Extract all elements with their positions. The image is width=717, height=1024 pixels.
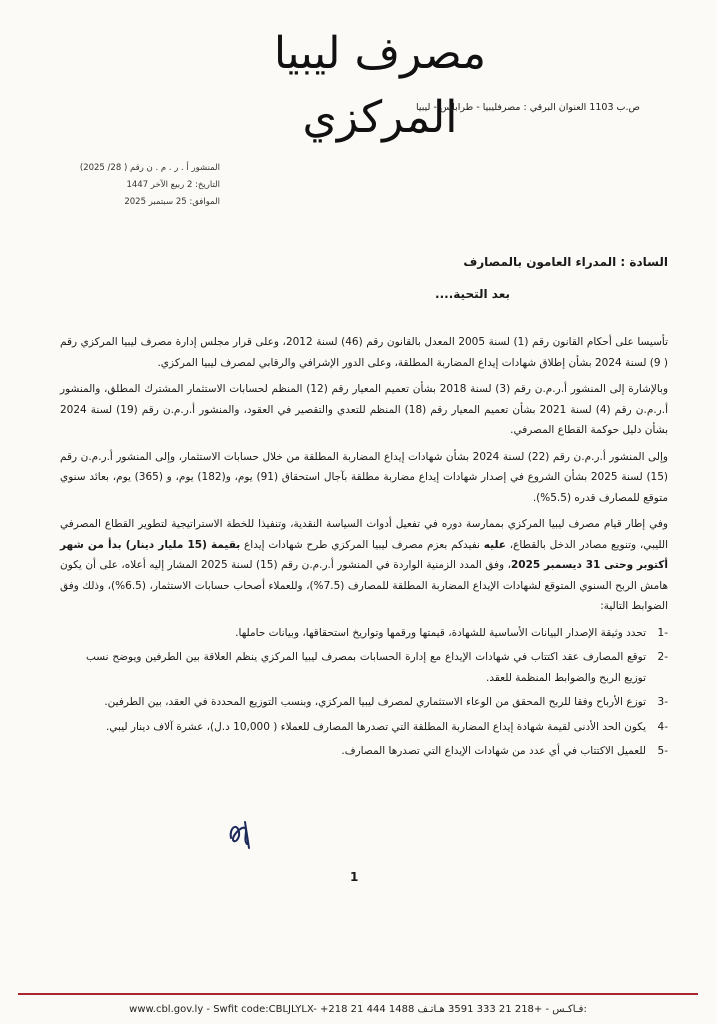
p4-part-e: ، وفق المدد الزمنية الواردة في المنشور أ.ر.م.ن رقم (15) لسنة 2025 المشار إليه أعلاه، على أن يكون هامش الربح السنوي المتوقع لشهادات الإيداع المضاربة المطلقة للمصارف (7.5%)، وللعملاء أصحاب حسابات الاستثمار، (6.5%)، وذلك وفق الضوابط التالية:	[60, 559, 669, 612]
item-number: -2	[657, 651, 668, 663]
addressee: السادة : المدراء العامون بالمصارف	[463, 255, 668, 269]
list-item	[86, 741, 668, 762]
greeting: بعد التحية....	[435, 287, 510, 301]
paragraph-4	[60, 514, 668, 617]
footer-contact: www.cbl.gov.ly - Swfit code:CBLJLYLX- +218 21 444 1488 فـاكـس - +218 21 333 3591 هـاتـف:	[129, 1004, 587, 1015]
paragraph-3: وإلى المنشور أ.ر.م.ن رقم (22) لسنة 2024 بشأن شهادات إيداع المضاربة المطلقة من خلال حسابات الاستثمار، وإلى المنشور أ.ر.م.ن رقم (15) لسنة 2025 بشأن الشروع في إصدار شهادات إيداع مضاربة مطلقة بآجال استحقاق (91) يوم، و(182) يوم، و (365) يوم، بعائد سنوي متوقع للمصارف قدره (5.5%).	[60, 450, 669, 504]
paragraph-2: وبالإشارة إلى المنشور أ.ر.م.ن رقم (3) لسنة 2018 بشأن تعميم المعيار رقم (12) المنظم لحسابات الاستثمار المشترك المطلق، والمنشور أ.ر.م.ن رقم (4) لسنة 2021 بشأن تعميم المعيار رقم (18) المنظم للتعدي والتقصير في العقود، والمنشور أ.ر.م.ن رقم (19) لسنة 2024 بشأن دليل حوكمة القطاع المصرفي.	[60, 383, 669, 436]
item-number: -3	[657, 696, 668, 708]
list-item	[86, 647, 668, 688]
footer-divider	[18, 993, 698, 995]
p4-part-d: بقيمة (15 مليار دينار) بدأ من شهر أكتوبر وحتى 31 ديسمبر 2025	[60, 538, 668, 571]
paragraph-1: تأسيسا على أحكام القانون رقم (1) لسنة 2005 المعدل بالقانون رقم (46) لسنة 2012، وعلى قرار مجلس إدارة مصرف ليبيا المركزي رقم ( 9) لسنة 2024 بشأن إطلاق شهادات إيداع المضاربة المطلقة، وعلى الدور الإشرافي والرقابي لمصرف ليبيا المركزي.	[60, 336, 669, 369]
p4-part-c: نفيدكم بعزم مصرف ليبيا المركزي طرح شهادات إيداع	[240, 538, 484, 551]
item-text: توقع المصارف عقد اكتتاب في شهادات الإيداع مع إدارة الحسابات بمصرف ليبيا المركزي ينظم العلاقة بين الطرفين ويوضح نسب توزيع الربح والضوابط المنظمة للعقد.	[86, 651, 646, 684]
item-text: تحدد وثيقة الإصدار البيانات الأساسية للشهادة، قيمتها ورقمها وتواريخ استحقاقها، وبيانات حاملها.	[235, 626, 646, 639]
p4-part-a: وفي إطار قيام مصرف ليبيا المركزي بممارسة دوره في تفعيل أدوات السياسة النقدية، وتنفيذا للخطة الاستراتيجية لتطوير القطاع المصرفي الليبي، وتنويع مصادر الدخل بالقطاع،	[60, 518, 668, 551]
hijri-date: التاريخ: 2 ربيع الآخر 1447	[126, 180, 220, 190]
gregorian-date: الموافق: 25 سبتمبر 2025	[124, 197, 220, 207]
conditions-list	[60, 623, 668, 762]
item-number: -4	[657, 720, 668, 733]
central-bank-logo: مصرف ليبيا المركزي	[273, 28, 487, 143]
p4-part-b: عليه	[483, 538, 506, 551]
list-item	[86, 692, 668, 713]
circular-number: المنشور أ . ر . م . ن رقم ( 28/ 2025)	[79, 163, 220, 173]
item-number: -1	[657, 626, 668, 639]
item-text: للعميل الاكتتاب في أي عدد من شهادات الإيداع التي تصدرها المصارف.	[341, 745, 646, 757]
page-number: 1	[350, 870, 359, 884]
circular-meta	[60, 160, 220, 211]
item-text: توزع الأرباح وفقا للربح المحقق من الوعاء الاستثماري لمصرف ليبيا المركزي، وبنسب التوزيع المحددة في العقد، بين الطرفين.	[104, 696, 646, 708]
signature-mark	[225, 818, 255, 850]
postal-address: ص.ب 1103 العنوان البرقي : مصرفليبيا - طرابلس - ليبيا	[416, 102, 640, 113]
list-item	[86, 717, 668, 738]
item-text: يكون الحد الأدنى لقيمة شهادة إيداع المضاربة المطلقة التي تصدرها المصارف للعملاء ( 10,000 د.ل)، عشرة آلاف دينار ليبي.	[105, 720, 646, 733]
list-item	[86, 623, 668, 644]
item-number: -5	[657, 745, 668, 757]
letter-body	[60, 332, 668, 766]
